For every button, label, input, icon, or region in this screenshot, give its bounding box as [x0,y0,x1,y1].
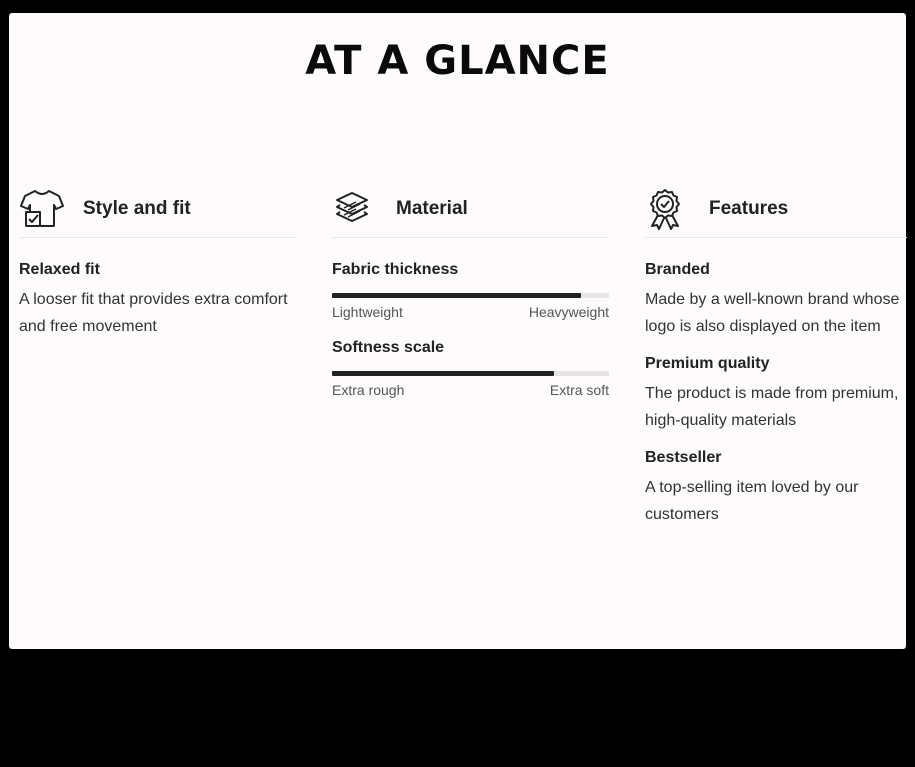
softness-scale-meter [332,338,609,398]
feature-heading: Branded [645,261,710,278]
features-label: Features [709,197,789,219]
softness-scale-label: Softness scale [332,339,445,356]
material-column [332,180,609,416]
material-header [332,180,609,238]
feature-heading: Bestseller [645,449,722,466]
feature-item [645,354,907,434]
fabric-thickness-max: Heavyweight [528,304,609,320]
fabric-thickness-label: Fabric thickness [332,261,459,278]
material-label: Material [396,197,468,219]
feature-description: The product is made from premium, high-quality materials [645,385,899,429]
feature-description: Made by a well-known brand whose logo is also displayed on the item [645,291,900,335]
fabric-thickness-fill [332,293,581,298]
softness-scale-fill [332,371,554,376]
softness-scale-min: Extra rough [332,382,405,398]
features-column [645,180,907,542]
fit-heading: Relaxed fit [19,261,100,278]
award-ribbon-icon [645,187,697,231]
features-header [645,180,907,238]
feature-item [645,260,907,340]
fabric-thickness-min: Lightweight [332,304,403,320]
feature-description: A top-selling item loved by our customers [645,479,859,523]
tshirt-check-icon [19,187,71,231]
layers-icon [332,187,384,231]
style-fit-header [19,180,297,238]
feature-item [645,448,907,528]
feature-heading: Premium quality [645,355,770,372]
fabric-thickness-bar [332,293,609,298]
fit-description: A looser fit that provides extra comfort and free movement [19,291,288,335]
page-title: AT A GLANCE [305,38,610,84]
style-fit-label: Style and fit [83,197,191,219]
style-fit-column [19,180,297,340]
softness-scale-bar [332,371,609,376]
fabric-thickness-meter [332,260,609,320]
softness-scale-max: Extra soft [549,382,609,398]
